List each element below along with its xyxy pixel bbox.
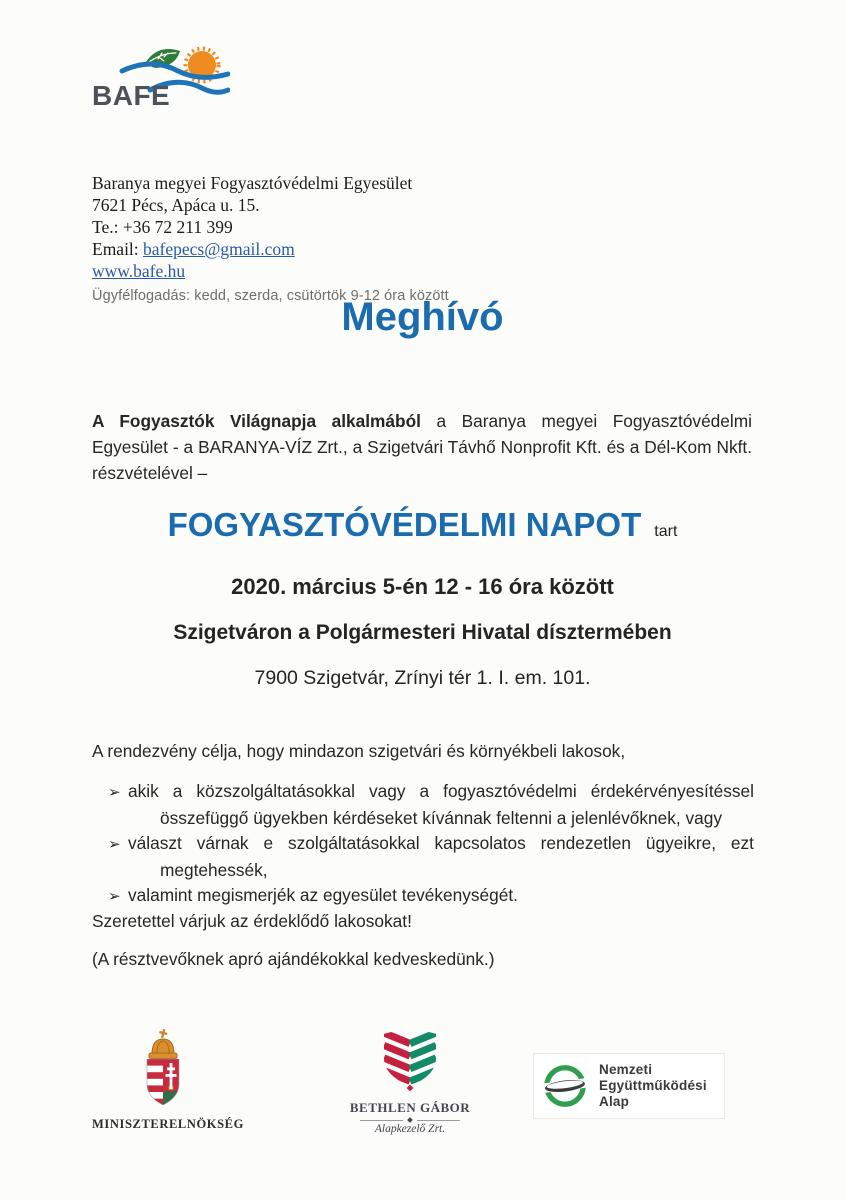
event-venue: Szigetváron a Polgármesteri Hivatal dísztermében: [173, 621, 672, 644]
event-heading: [0, 507, 845, 550]
closing-line: Szeretettel várjuk az érdeklődő lakosokat!: [92, 911, 412, 931]
email-label: Email:: [92, 239, 144, 259]
website-line: [92, 260, 512, 282]
street-address: 7621 Pécs, Apáca u. 15.: [92, 195, 260, 215]
event-heading-suffix: tart: [654, 523, 678, 540]
bafe-logo: [92, 40, 512, 111]
nea-caption-line: Nemzeti: [599, 1062, 653, 1077]
arrow-bullet-icon: ➢: [108, 784, 121, 801]
website-link[interactable]: www.bafe.hu: [92, 261, 186, 281]
document-title: Meghívó: [341, 295, 504, 339]
list-item-text: választ várnak e szolgáltatásokkal kapcsolatos rendezetlen ügyeikre, ezt megtehessék,: [128, 833, 754, 880]
email-link[interactable]: bafepecs@gmail.com: [143, 239, 295, 259]
intro-lead-bold: A Fogyasztók Világnapja alkalmából: [92, 411, 421, 432]
gift-note: (A résztvevőknek apró ajándékokkal kedveskedünk.): [92, 949, 495, 969]
org-name: Baranya megyei Fogyasztóvédelmi Egyesület: [92, 173, 413, 193]
list-item-text: valamint megismerjék az egyesület tevékenységét.: [128, 885, 518, 905]
list-item: [108, 831, 754, 883]
event-date: 2020. március 5-én 12 - 16 óra között: [231, 574, 614, 599]
phone-line: Te.: +36 72 211 399: [92, 217, 233, 237]
bethlen-name: BETHLEN GÁBOR: [349, 1100, 471, 1115]
list-item: [108, 779, 754, 831]
nea-logo-block: [533, 1053, 725, 1119]
nea-circle-icon: [542, 1062, 588, 1110]
bethlen-logo-block: [330, 1025, 490, 1135]
bethlen-divider: [360, 1118, 460, 1122]
intro-rest: a Baranya megyei Fogyasztóvédelmi Egyesület - a BARANYA-VÍZ Zrt., a Szigetvári Távhő Nonprofit Kft. és a Dél-Kom Nkft. részvételével –: [92, 411, 752, 484]
letterhead: [92, 40, 512, 307]
ministry-caption: MINISZTERELNÖKSÉG: [92, 1117, 244, 1131]
bullet-list: [108, 779, 754, 910]
nea-caption-line: Alap: [599, 1094, 630, 1109]
intro-paragraph: [92, 408, 752, 486]
nea-caption: [599, 1062, 707, 1110]
bafe-wordmark: BAFE: [92, 80, 171, 111]
letterhead-address-block: [92, 106, 512, 307]
arrow-bullet-icon: ➢: [108, 888, 121, 905]
email-line: [92, 238, 512, 260]
office-hours: Ügyfélfogadás: kedd, szerda, csütörtök 9-12 óra között: [92, 288, 449, 304]
ministry-logo-block: [92, 1028, 244, 1132]
list-item: [108, 883, 754, 910]
nea-caption-line: Együttműködési: [599, 1078, 707, 1093]
event-heading-main: FOGYASZTÓVÉDELMI NAPOT: [167, 506, 642, 543]
purpose-intro: A rendezvény célja, hogy mindazon szigetvári és környékbeli lakosok,: [92, 741, 626, 761]
bethlen-subtitle: Alapkezelő Zrt.: [374, 1123, 446, 1135]
bethlen-gabor-shield-icon: [381, 1025, 439, 1091]
list-item-text: akik a közszolgáltatásokkal vagy a fogyasztóvédelmi érdekérvényesítéssel összefüggő ügyekben kérdéseket kívánnak feltenni a jelenlévőknek, vagy: [128, 781, 754, 828]
hungarian-coat-of-arms-icon: [141, 1028, 185, 1110]
diamond-icon: [407, 1117, 413, 1123]
arrow-bullet-icon: ➢: [108, 836, 121, 853]
event-address: 7900 Szigetvár, Zrínyi tér 1. I. em. 101.: [254, 667, 591, 689]
